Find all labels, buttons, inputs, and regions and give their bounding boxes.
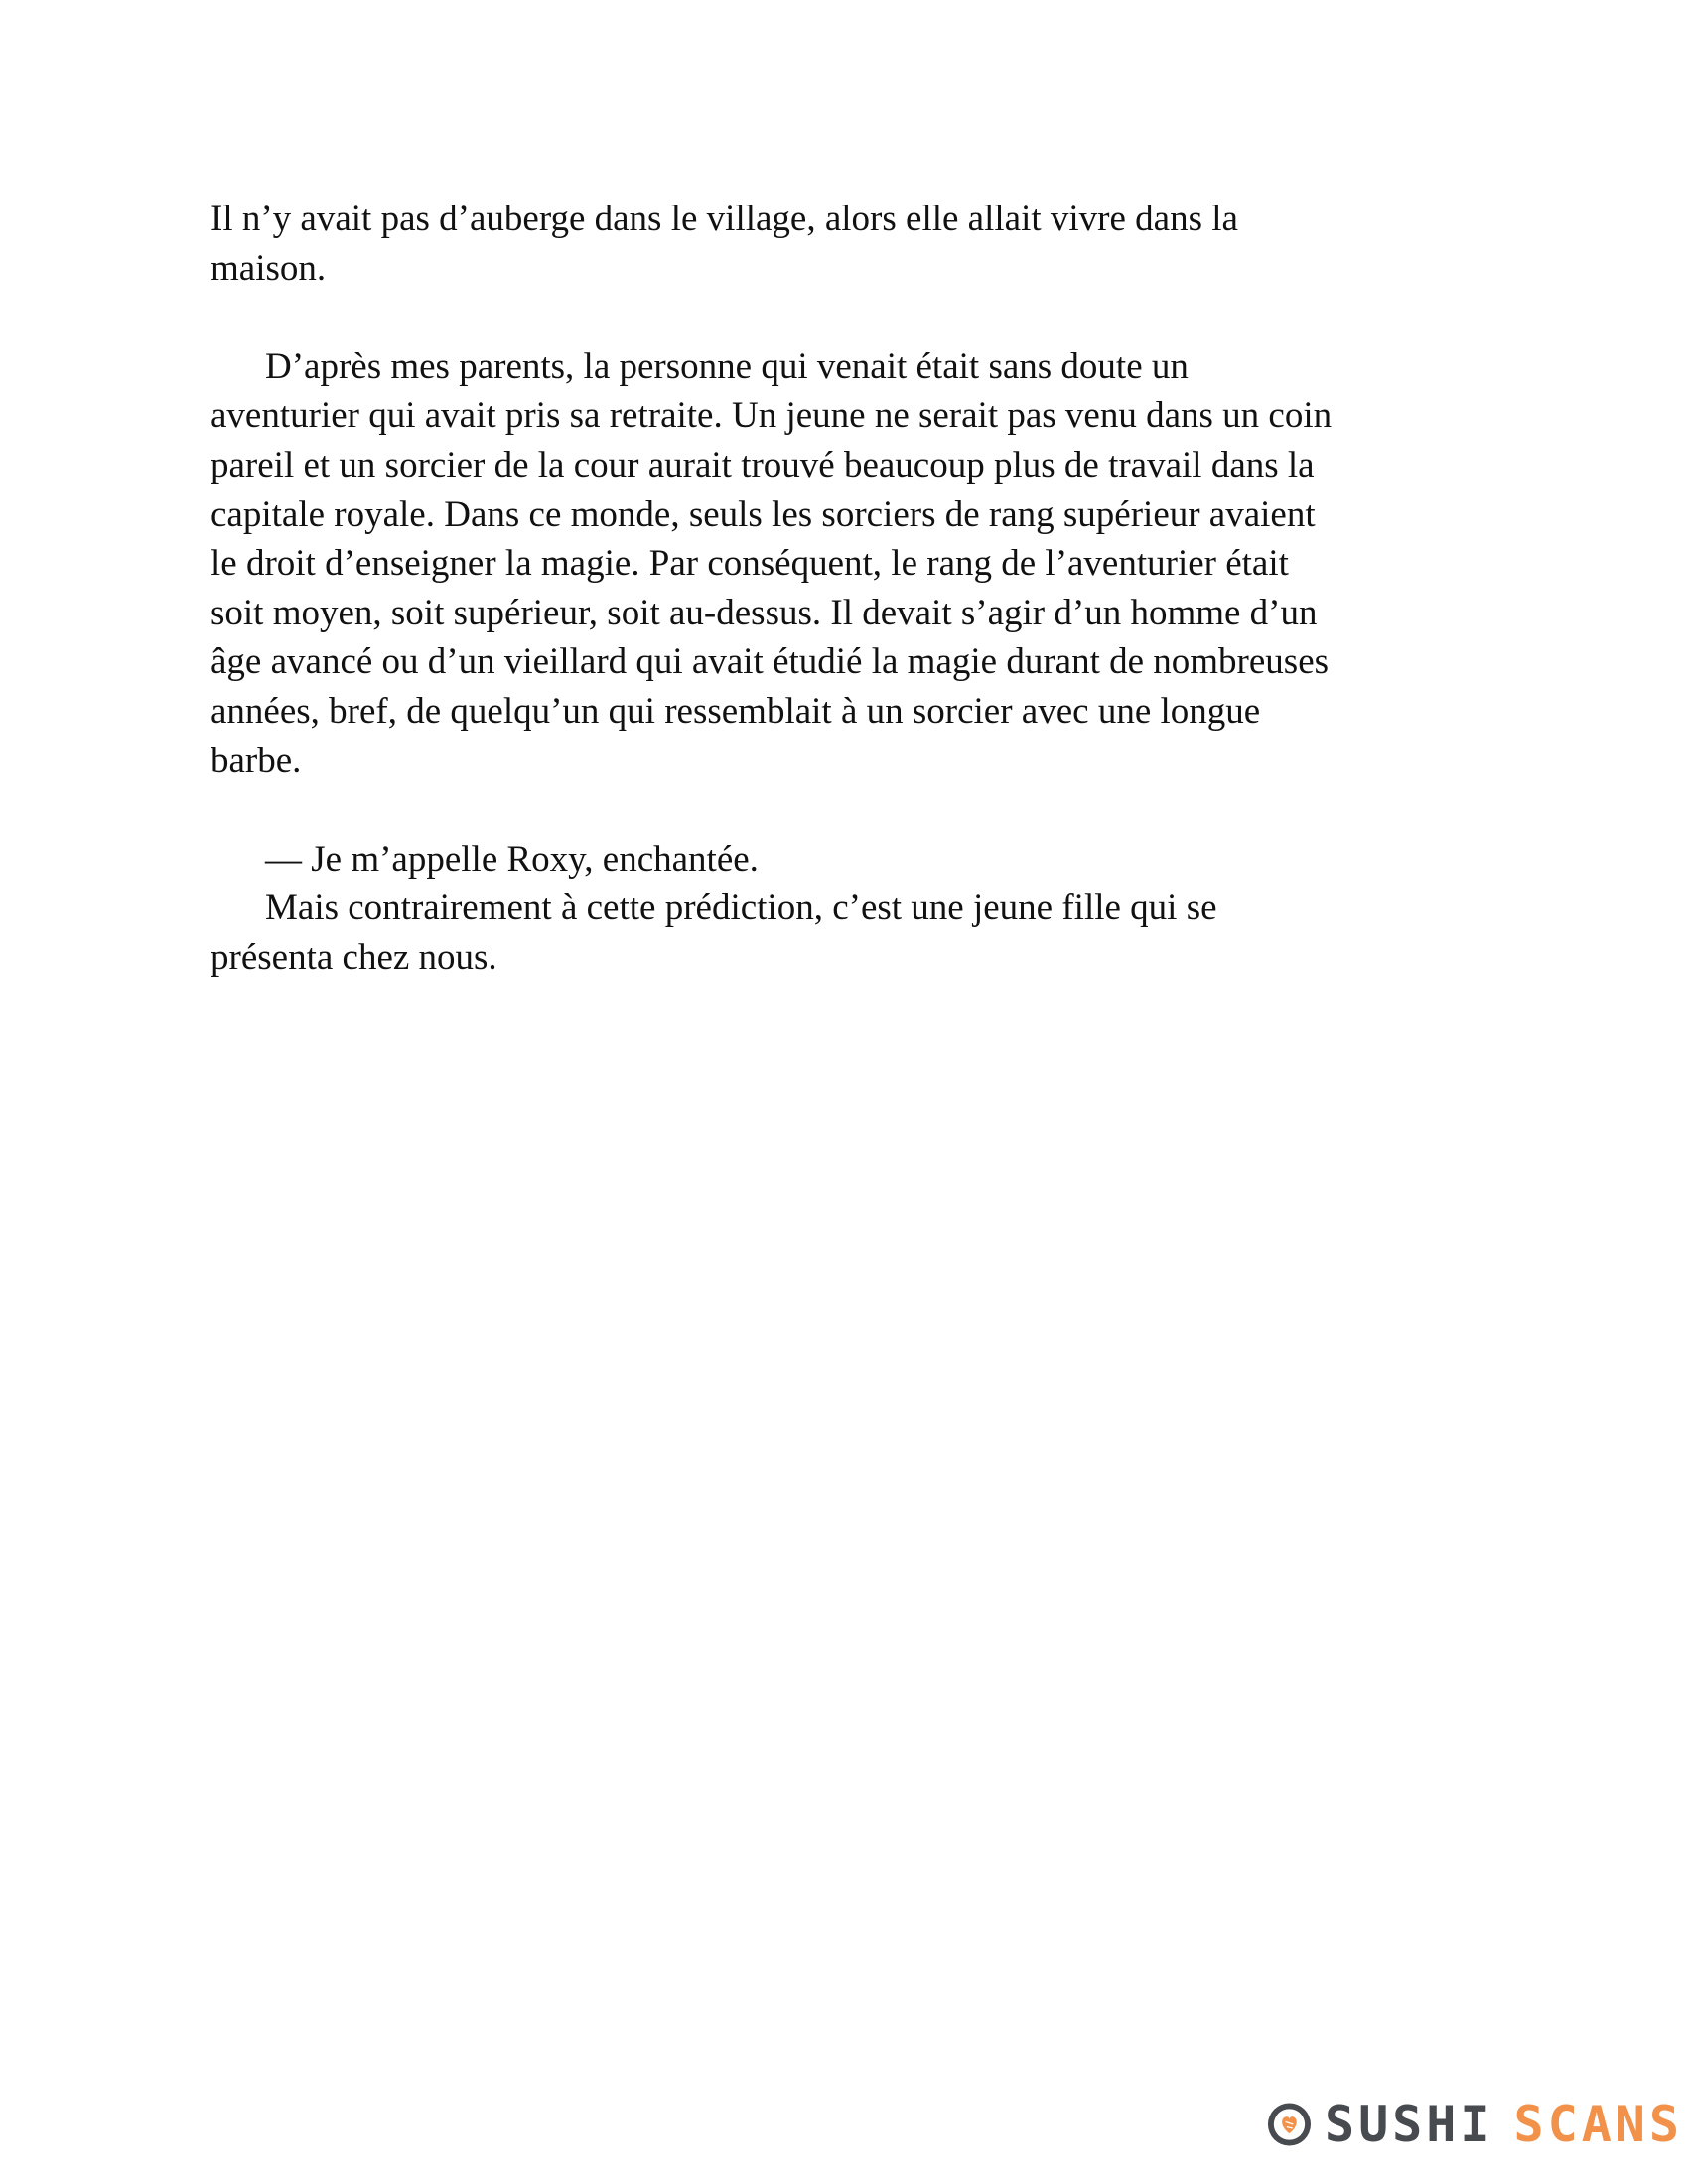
logo-word-sushi: SUSHI [1324,2096,1494,2153]
sushi-logo-icon [1266,2089,1313,2160]
logo-word-scans: SCANS [1513,2096,1683,2153]
paragraph-3: Mais contrairement à cette prédiction, c’est une jeune fille qui se présenta chez nous. [211,887,1217,978]
logo-text [1325,2096,1683,2153]
sushi-scans-watermark [1266,2085,1683,2164]
paragraph-spacer [211,293,1491,342]
body-text [211,195,1491,983]
paragraph-spacer [211,785,1491,835]
paragraph-2: D’après mes parents, la personne qui venait était sans doute un aventurier qui avait pris sa retraite. Un jeune ne serait pas venu dans un coin pareil et un sorcier de la cour aurait trouvé beaucoup plus de travail dans la capitale royale. Dans ce monde, seuls les sorciers de rang supérieur avaient le droit d’enseigner la magie. Par conséquent, le rang de l’aventurier était soit moyen, soit supérieur, soit au-dessus. Il devait s’agir d’un homme d’un âge avancé ou d’un vieillard qui avait étudié la magie durant de nombreuses années, bref, de quelqu’un qui ressemblait à un sorcier avec une longue barbe. [211,345,1333,781]
dialogue-line: — Je m’appelle Roxy, enchantée. [265,838,759,880]
paragraph-1: Il n’y avait pas d’auberge dans le village, alors elle allait vivre dans la maison. [211,199,1238,289]
